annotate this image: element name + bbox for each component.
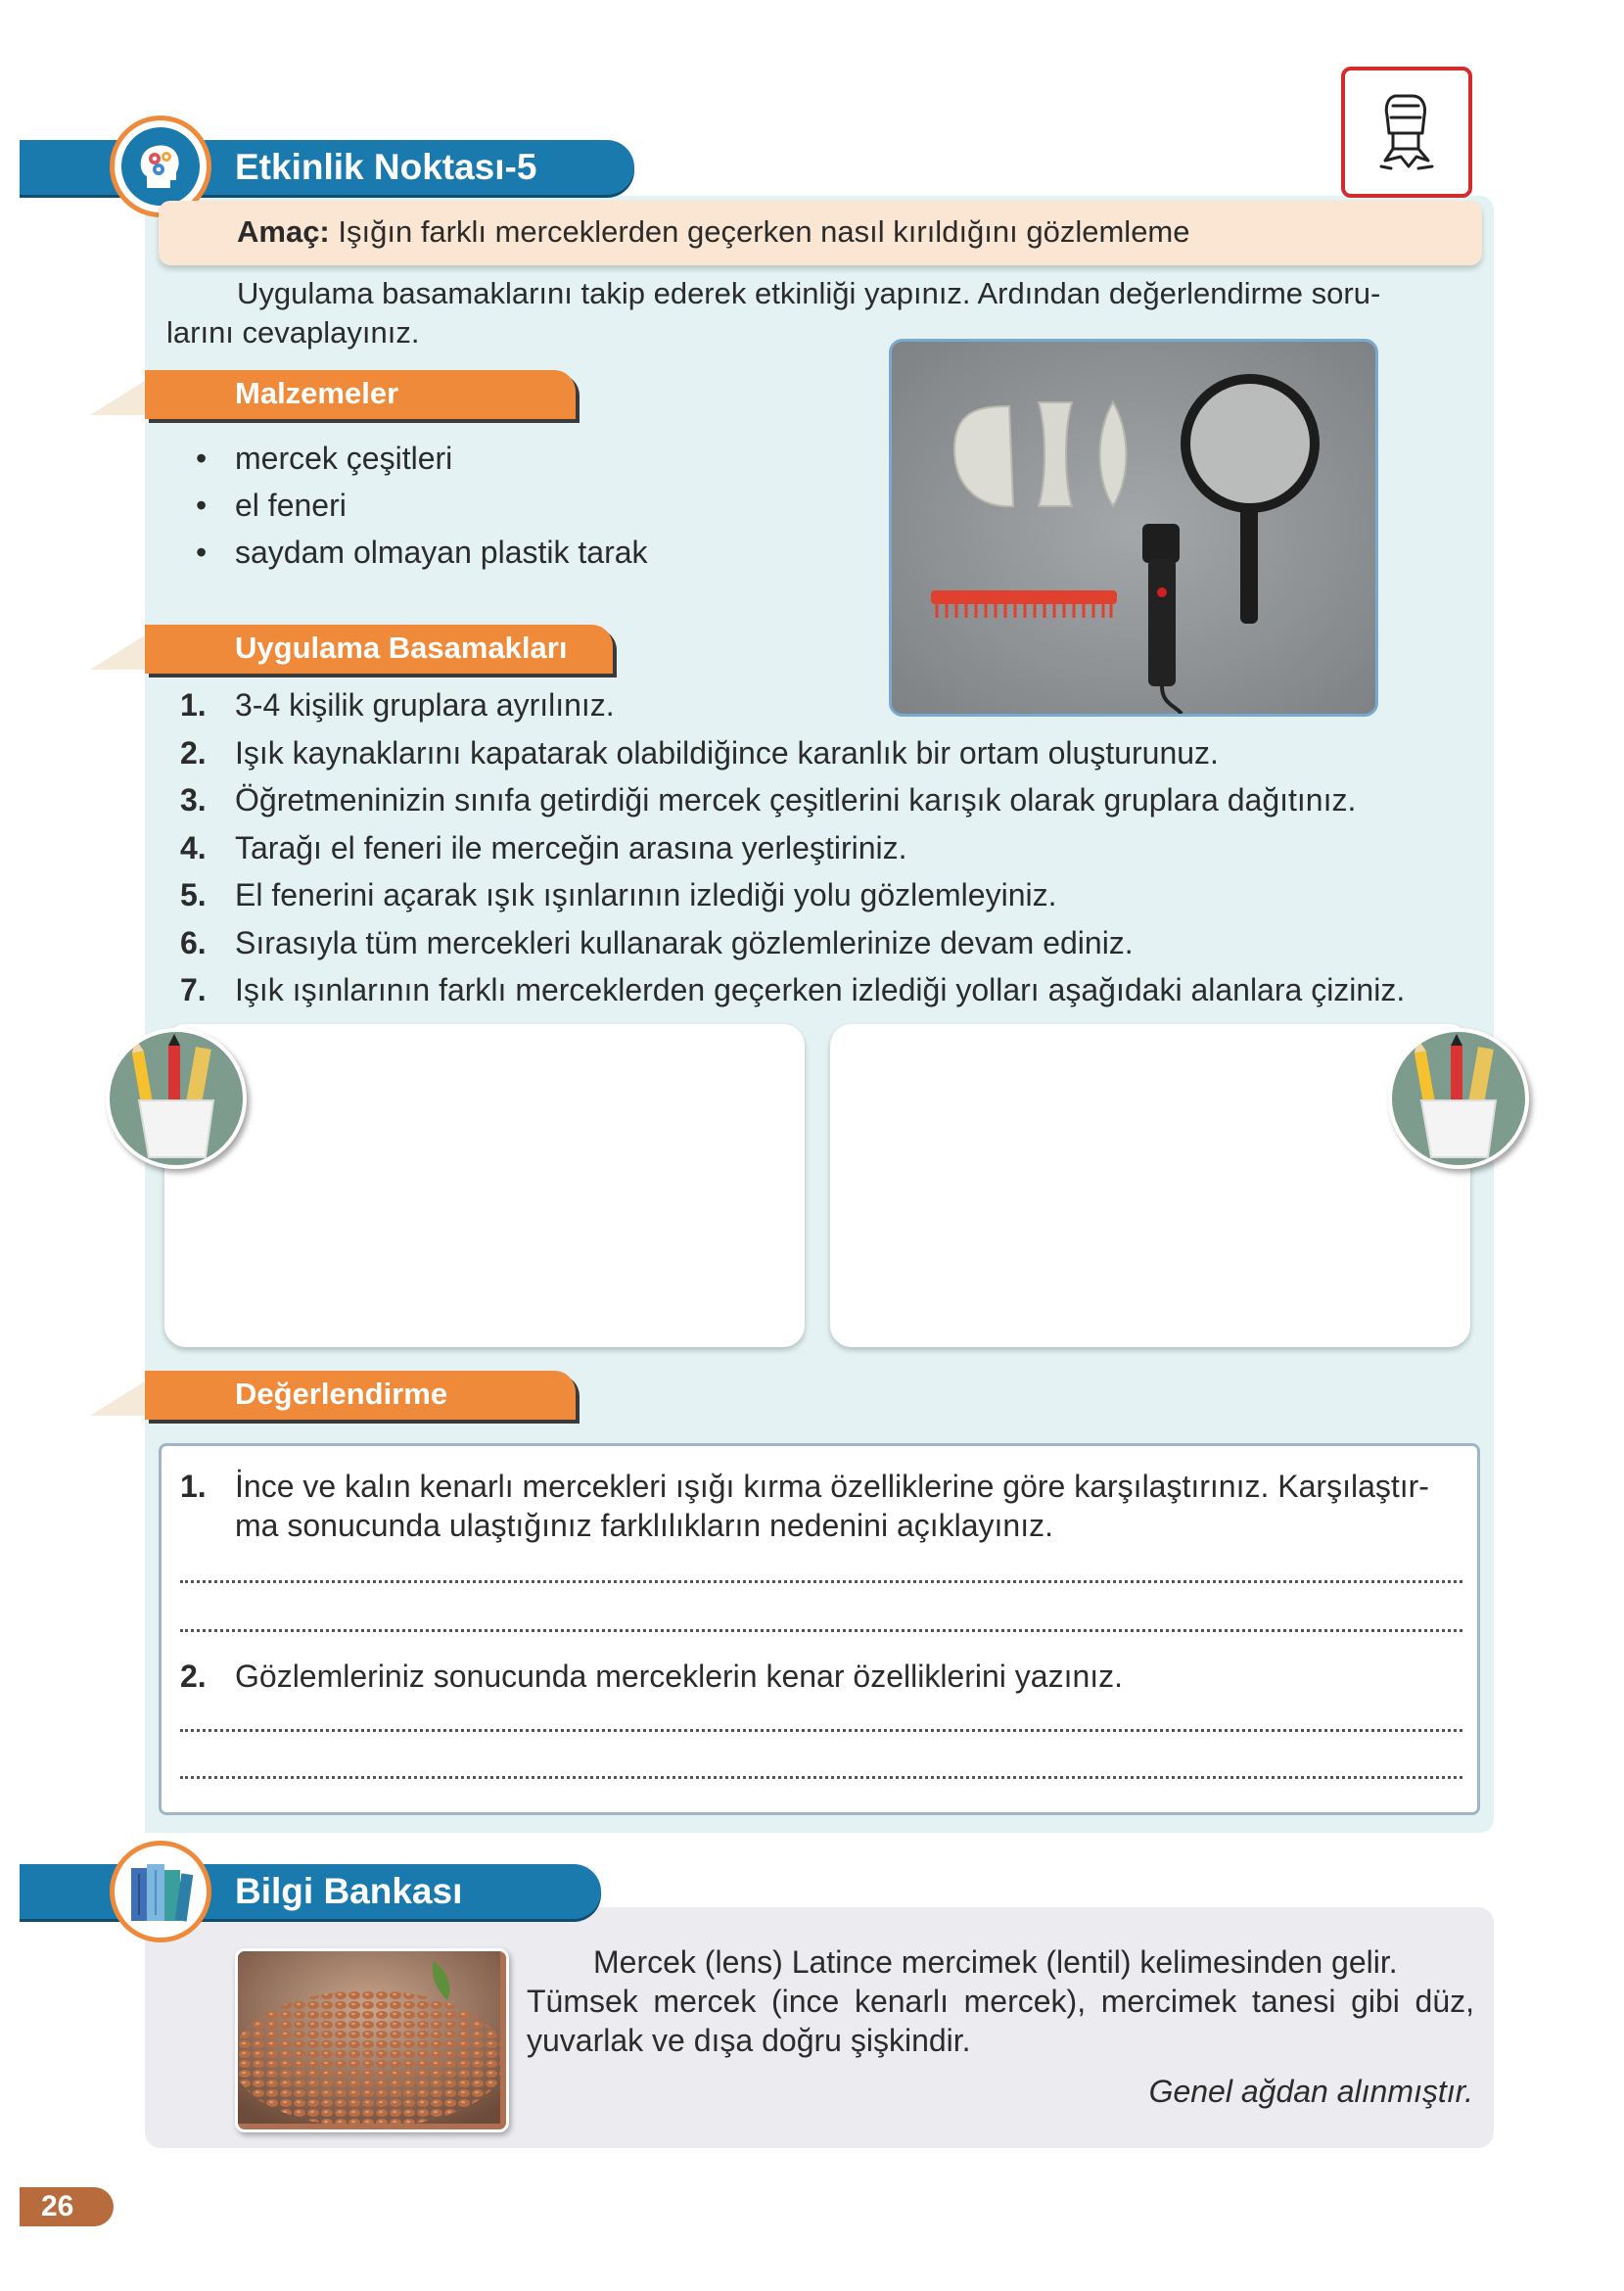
- answer-line[interactable]: [180, 1776, 1462, 1779]
- info-bank-text: [527, 1942, 1474, 2060]
- info-text-rest: Tümsek mercek (ince kenarlı mercek), mercimek tanesi gibi düz, yuvarlak ve dışa doğru şişkindir.: [527, 1984, 1474, 2058]
- steps-heading: Uygulama Basamakları: [235, 631, 568, 665]
- pencil-cup-icon: [1388, 1028, 1529, 1169]
- answer-line[interactable]: [180, 1580, 1462, 1583]
- materials-list: [196, 435, 648, 576]
- question-1-line-2: ma sonucunda ulaştığınız farklılıkların nedenini açıklayınız.: [235, 1508, 1053, 1543]
- books-icon: [110, 1841, 211, 1942]
- lentils-photo: [235, 1948, 509, 2132]
- question-2-line-1: Gözlemleriniz sonucunda merceklerin kenar özelliklerini yazınız.: [235, 1659, 1124, 1694]
- list-item: • el feneri: [196, 482, 648, 529]
- evaluation-question-2: 2. Gözlemleriniz sonucunda merceklerin kenar özelliklerini yazınız.: [180, 1657, 1472, 1696]
- list-item: • mercek çeşitleri: [196, 435, 648, 482]
- list-item: 2. Işık kaynaklarını kapatarak olabildiğince karanlık bir ortam oluşturunuz.: [180, 734, 1219, 771]
- drawing-area-right[interactable]: [830, 1024, 1470, 1347]
- question-1-line-1: İnce ve kalın kenarlı mercekleri ışığı kırma özelliklerine göre karşılaştırınız. Karşılaştır-: [235, 1469, 1429, 1504]
- materials-heading: Malzemeler: [235, 376, 399, 410]
- aim-text: Işığın farklı merceklerden geçerken nasıl kırıldığını gözlemleme: [338, 214, 1190, 249]
- student-reading-icon: [1341, 67, 1472, 198]
- info-text-line-1: Mercek (lens) Latince mercimek (lentil) kelimesinden gelir.: [593, 1944, 1398, 1980]
- list-item: 4. Tarağı el feneri ile merceğin arasına yerleştiriniz.: [180, 829, 907, 865]
- intro-line-2: larını cevaplayınız.: [166, 315, 420, 350]
- list-item: • saydam olmayan plastik tarak: [196, 529, 648, 576]
- page-number: 26: [20, 2187, 114, 2226]
- info-bank-title: Bilgi Bankası: [235, 1871, 463, 1911]
- list-item: 7. Işık ışınlarının farklı merceklerden geçerken izlediği yolları aşağıdaki alanlara çiziniz.: [180, 972, 1406, 1007]
- aim-statement: [237, 212, 1190, 252]
- list-item: 5. El fenerini açarak ışık ışınlarının izlediği yolu gözlemleyiniz.: [180, 877, 1057, 912]
- steps-list: [180, 681, 1405, 1014]
- materials-photo: [889, 339, 1378, 717]
- evaluation-heading: Değerlendirme: [235, 1377, 448, 1411]
- evaluation-question-1: 1. İnce ve kalın kenarlı mercekleri ışığı kırma özelliklerine göre karşılaştırınız. Karşılaştır- ma sonucunda ulaştığınız farklılıkların nedenini açıklayınız.: [180, 1467, 1472, 1545]
- pencil-cup-icon: [106, 1028, 247, 1169]
- list-item: 1. 3-4 kişilik gruplara ayrılınız.: [180, 687, 615, 723]
- list-item: 6. Sırasıyla tüm mercekleri kullanarak gözlemlerinize devam ediniz.: [180, 924, 1134, 960]
- answer-line[interactable]: [180, 1729, 1462, 1732]
- answer-line[interactable]: [180, 1629, 1462, 1632]
- activity-title: Etkinlik Noktası-5: [235, 147, 537, 187]
- drawing-area-left[interactable]: [164, 1024, 805, 1347]
- info-source: Genel ağdan alınmıştır.: [1148, 2074, 1473, 2109]
- intro-line-1: Uygulama basamaklarını takip ederek etkinliği yapınız. Ardından değerlendirme soru-: [237, 276, 1381, 310]
- aim-label: Amaç:: [237, 214, 330, 249]
- list-item: 3. Öğretmeninizin sınıfa getirdiği mercek çeşitlerini karışık olarak gruplara dağıtınız.: [180, 782, 1357, 818]
